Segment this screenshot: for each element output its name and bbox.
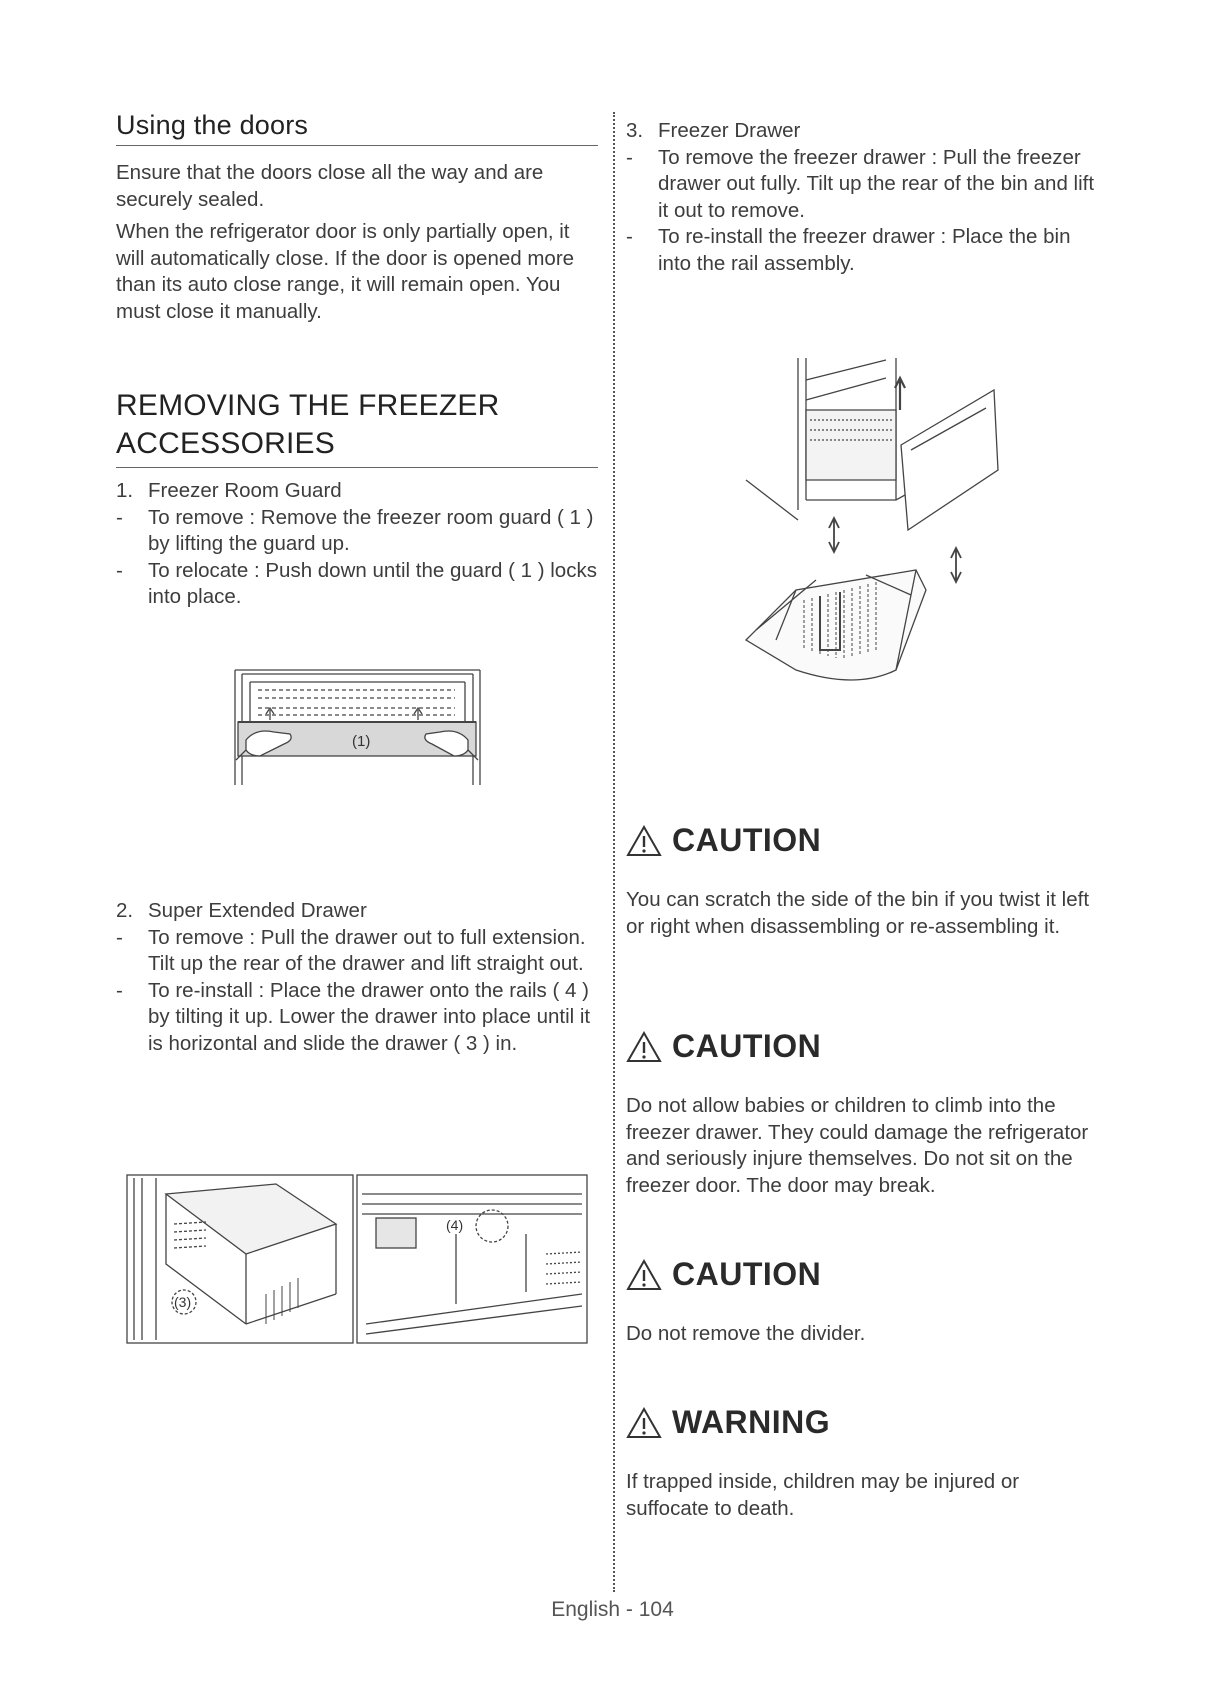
- figure-1-callout: (1): [352, 733, 371, 750]
- extended-drawer-illustration: [126, 1174, 588, 1346]
- bullet-text: To remove : Pull the drawer out to full extension. Tilt up the rear of the drawer and lift straight out.: [148, 925, 586, 975]
- item-number: 3.: [626, 119, 644, 142]
- dash-icon: -: [116, 558, 123, 582]
- warning-block: [626, 1404, 1106, 1522]
- caution-heading: [626, 1256, 1106, 1293]
- bullet-text: To re-install the freezer drawer : Place the bin into the rail assembly.: [658, 225, 1071, 275]
- item-3-bullet-2: [626, 224, 1104, 277]
- column-divider: [613, 112, 615, 1592]
- dash-icon: -: [626, 145, 633, 169]
- section-heading-removing: [116, 387, 598, 468]
- caution-label: CAUTION: [672, 1028, 822, 1064]
- item-title: Freezer Drawer: [658, 119, 801, 142]
- dash-icon: -: [116, 505, 123, 529]
- right-column: [626, 118, 1104, 277]
- left-column: [116, 110, 598, 611]
- item-2-bullet-1: [116, 925, 598, 978]
- caution-block-1: [626, 822, 1106, 940]
- figure-2-callout-right: (4): [446, 1217, 464, 1233]
- bullet-text: To remove : Remove the freezer room guard ( 1 ) by lifting the guard up.: [148, 505, 594, 555]
- left-column-item-2: [116, 898, 598, 1057]
- dash-icon: -: [626, 225, 633, 248]
- using-doors-para-1: Ensure that the doors close all the way and are securely sealed.: [116, 161, 544, 211]
- item-1-bullet-2: [116, 558, 598, 611]
- warning-triangle-icon: [626, 1407, 662, 1439]
- item-title: Freezer Room Guard: [148, 479, 342, 502]
- dash-icon: -: [116, 925, 123, 949]
- heading-line-1: REMOVING THE FREEZER: [116, 389, 500, 422]
- warning-text: If trapped inside, children may be injured or suffocate to death.: [626, 1470, 1020, 1520]
- dash-icon: -: [116, 978, 123, 1002]
- bullet-text: To remove the freezer drawer : Pull the freezer drawer out fully. Tilt up the rear of the bin and lift it out to remove.: [658, 145, 1095, 222]
- caution-text: You can scratch the side of the bin if you twist it left or right when disassembling or re-assembling it.: [626, 888, 1090, 938]
- warning-triangle-icon: [626, 1031, 662, 1063]
- caution-text: Do not allow babies or children to climb into the freezer drawer. They could damage the refrigerator and seriously injure themselves. Do not sit on the freezer door. The door may break.: [626, 1094, 1089, 1197]
- using-doors-para-2: When the refrigerator door is only partially open, it will automatically close. If the door is opened more than its auto close range, it will remain open. You must close it manually.: [116, 220, 575, 323]
- caution-heading: [626, 822, 1106, 859]
- bullet-text: To re-install : Place the drawer onto the rails ( 4 ) by tilting it up. Lower the drawer into place until it is horizontal and slide the drawer ( 3 ) in.: [148, 978, 591, 1055]
- heading-line-2: ACCESSORIES: [116, 427, 335, 460]
- caution-heading: [626, 1028, 1106, 1065]
- warning-triangle-icon: [626, 1259, 662, 1291]
- item-2-title: [116, 898, 598, 925]
- freezer-room-guard-illustration: [230, 660, 490, 790]
- item-3-bullet-1: [626, 145, 1104, 225]
- freezer-drawer-illustration: [736, 350, 1016, 720]
- bullet-text: To relocate : Push down until the guard ( 1 ) locks into place.: [148, 558, 597, 608]
- caution-text: Do not remove the divider.: [626, 1322, 866, 1345]
- item-2-bullet-2: [116, 978, 598, 1058]
- warning-heading: [626, 1404, 1106, 1441]
- page-footer: English - 104: [551, 1598, 674, 1621]
- section-heading-using-doors: Using the doors: [116, 110, 598, 146]
- item-1-title: [116, 478, 598, 505]
- item-1-bullet-1: [116, 505, 598, 558]
- figure-2-callout-left: (3): [174, 1294, 192, 1310]
- warning-label: WARNING: [672, 1404, 831, 1440]
- warning-triangle-icon: [626, 825, 662, 857]
- caution-label: CAUTION: [672, 822, 822, 858]
- item-3-title: [626, 118, 1104, 145]
- item-title: Super Extended Drawer: [148, 899, 367, 922]
- item-number: 2.: [116, 899, 134, 922]
- caution-block-2: [626, 1028, 1106, 1199]
- caution-block-3: [626, 1256, 1106, 1348]
- caution-label: CAUTION: [672, 1256, 822, 1292]
- item-number: 1.: [116, 479, 134, 502]
